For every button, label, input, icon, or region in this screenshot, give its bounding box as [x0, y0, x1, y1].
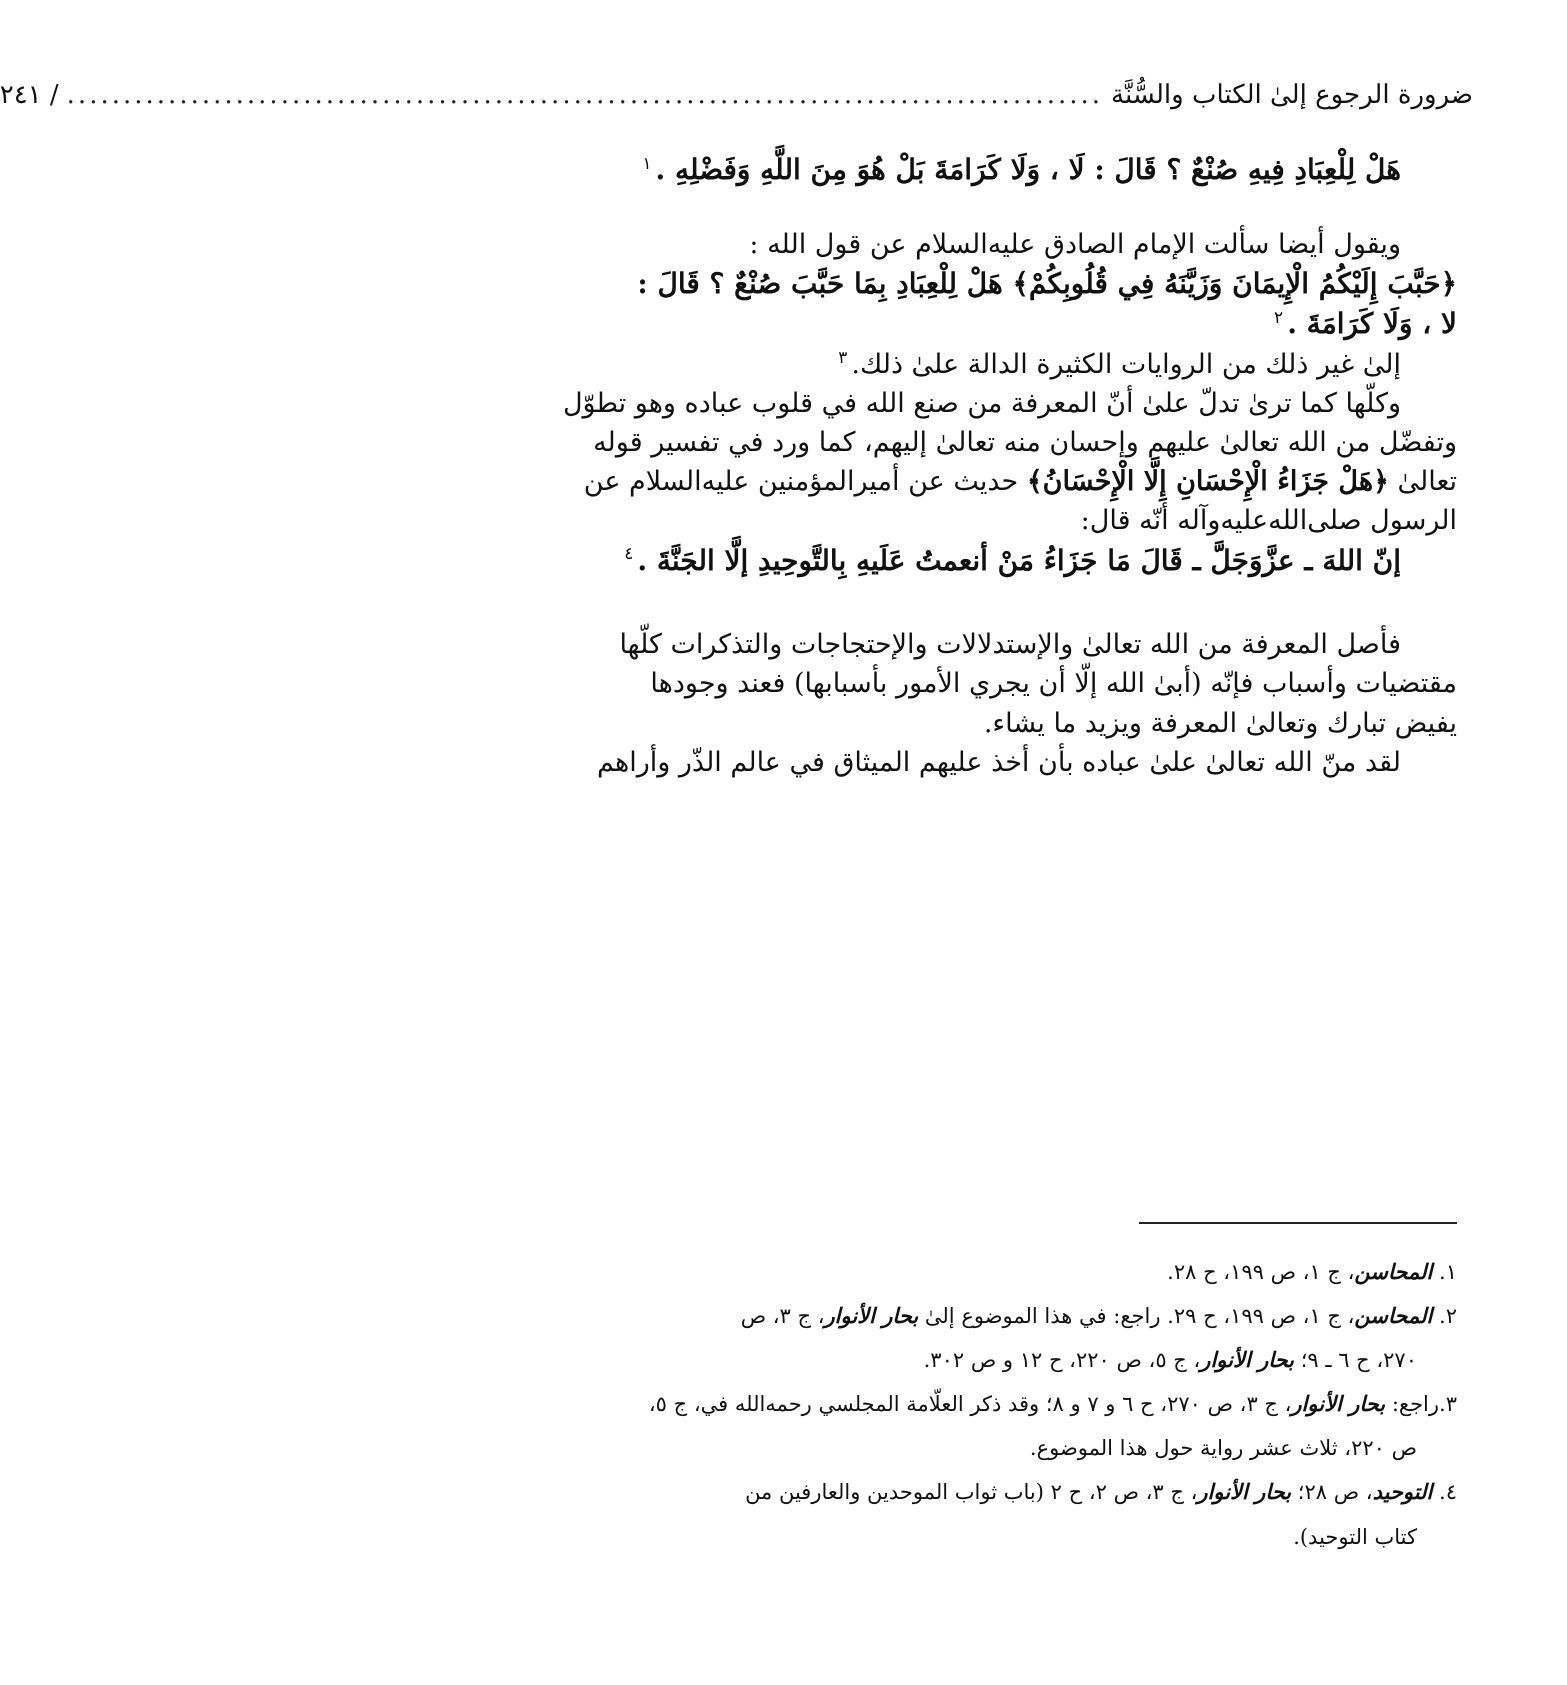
footnote-source: بحار الأنوار [824, 1303, 919, 1329]
footnote-4 [483, 1470, 1457, 1558]
paragraph-line: لقد منّ الله تعالىٰ علىٰ عباده بأن أخذ عليهم الميثاق في عالم الذّر وأراهم [596, 746, 1401, 778]
page-header [0, 80, 1473, 120]
footnote-text: ، ج ١، ص ١٩٩، ح ٢٨. [1167, 1260, 1355, 1284]
paragraph-line: الرسول صلى‌الله‌عليه‌وآله أنّه قال: [1080, 505, 1457, 537]
hadith-text: إنّ اللهَ ـ عزَّوَجَلَّ ـ قَالَ مَا جَزَاءُ مَنْ أنعمتُ عَلَيهِ بِالتَّوحِيدِ إلَّا الجَنَّةَ . [637, 543, 1401, 577]
paragraph-line: فأصل المعرفة من الله تعالىٰ والإستدلالات والإحتجاجات والتذكرات كلّها [619, 629, 1401, 661]
running-title: ضرورة الرجوع إلىٰ الكتاب والسُّنَّة [1111, 80, 1473, 110]
paragraph-line: يفيض تبارك وتعالىٰ المعرفة ويزيد ما يشاء. [983, 707, 1457, 739]
footnotes [483, 1250, 1457, 1559]
footnote-source: المحاسن [1354, 1259, 1433, 1284]
paragraph-text: إلىٰ غير ذلك من الروايات الكثيرة الدالة علىٰ ذلك. [851, 348, 1401, 380]
page-number [0, 80, 59, 110]
footnote-number: ١. [1439, 1260, 1457, 1284]
footnote-continuation: ص ٢٢٠، ثلاث عشر رواية حول هذا الموضوع. [1029, 1436, 1417, 1461]
hadith-line-1 [483, 150, 1457, 191]
paragraph-line [483, 345, 1457, 384]
paragraph-text: حديث عن أميرالمؤمنين عليه‌السلام عن [583, 466, 1027, 498]
hadith-line-3 [483, 541, 1457, 582]
footnote-source: المحاسن [1354, 1303, 1433, 1329]
footnote-continuation: كتاب التوحيد). [1293, 1524, 1417, 1549]
hadith-line-2 [483, 304, 1457, 345]
leader-dots: ............................................................................................ [66, 80, 1104, 110]
paragraph-line: مقتضيات وأسباب فإنّه (أبىٰ الله إلّا أن يجري الأمور بأسبابها) فعند وجودها [650, 668, 1457, 700]
paragraph-line: وكلّها كما ترىٰ تدلّ علىٰ أنّ المعرفة من صنع الله في قلوب عباده وهو تطوّل [562, 388, 1401, 420]
footnote-number: ٣. [1439, 1392, 1457, 1417]
spacer [483, 581, 1457, 625]
page-number-value: ٢٤١ [0, 80, 42, 110]
footnote-ref-1: ١ [642, 153, 652, 174]
footnote-ref-3: ٣ [838, 347, 848, 368]
footnote-number: ٢. [1439, 1304, 1457, 1329]
footnote-text: ، ج ١، ص ١٩٩، ح ٢٩. راجع: في هذا الموضوع إلىٰ [918, 1304, 1355, 1329]
footnote-divider [1139, 1222, 1457, 1224]
footnote-source: بحار الأنوار [1197, 1479, 1292, 1505]
footnote-text: ، ج ٥، ص ٢٢٠، ح ١٢ و ص ٣٠٢. [923, 1348, 1201, 1373]
footnote-text: ، ج ٣، ص [740, 1304, 825, 1329]
paragraph-line: وتفضّل من الله تعالىٰ عليهم وإحسان منه تعالىٰ إليهم، كما ورد في تفسير قوله [593, 427, 1457, 459]
footnote-source: بحار الأنوار [1291, 1391, 1386, 1417]
paragraph-text: تعالىٰ [1388, 466, 1457, 498]
main-text [483, 150, 1457, 782]
footnote-text: ، ج ٣، ص ٢، ح ٢ (باب ثواب الموحدين والعارفين من [745, 1480, 1198, 1505]
footnote-number: ٤. [1439, 1480, 1457, 1505]
paragraph-line [483, 462, 1457, 501]
footnote-text: ، ج ٣، ص ٢٧٠، ح ٦ و ٧ و ٨؛ وقد ذكر العلّامة المجلسي رحمه‌الله في، ج ٥، [648, 1392, 1292, 1417]
footnote-continuation [483, 1338, 1457, 1382]
page-number-separator: / [49, 80, 59, 110]
footnote-1 [483, 1250, 1457, 1294]
footnote-2 [483, 1294, 1457, 1382]
footnote-source: التوحيد [1372, 1479, 1433, 1505]
quran-quote-inline: ﴿هَلْ جَزَاءُ الْإِحْسَانِ إِلَّا الْإِحْسَانُ﴾ [1026, 466, 1389, 498]
footnote-text: ، ص ٢٨؛ [1291, 1480, 1373, 1505]
footnote-ref-4: ٤ [624, 544, 634, 565]
hadith-text: لا ، وَلَا كَرَامَةَ . [1287, 307, 1457, 341]
footnote-text: ٢٧٠، ح ٦ ـ ٩؛ [1294, 1348, 1417, 1373]
footnote-text: راجع: [1385, 1392, 1440, 1417]
spacer [483, 191, 1457, 225]
footnote-ref-2: ٢ [1274, 308, 1284, 328]
footnote-3 [483, 1382, 1457, 1470]
footnote-source: بحار الأنوار [1200, 1347, 1295, 1373]
hadith-text: هَلْ لِلْعِبَادِ فِيهِ صُنْعٌ ؟ قَالَ : لَا ، وَلَا كَرَامَةَ بَلْ هُوَ مِنَ اللَّهِ وَفَضْلِهِ . [655, 153, 1401, 186]
quran-quote-line: ﴿حَبَّبَ إِلَيْكُمُ الْإِيمَانَ وَزَيَّنَهُ فِي قُلُوبِكُمْ﴾ هَلْ لِلْعِبَادِ بِمَا حَبَّبَ صُنْعٌ ؟ قَالَ : [637, 266, 1457, 300]
paragraph-line: ويقول أيضا سألت الإمام الصادق عليه‌السلام عن قول الله : [749, 228, 1401, 260]
